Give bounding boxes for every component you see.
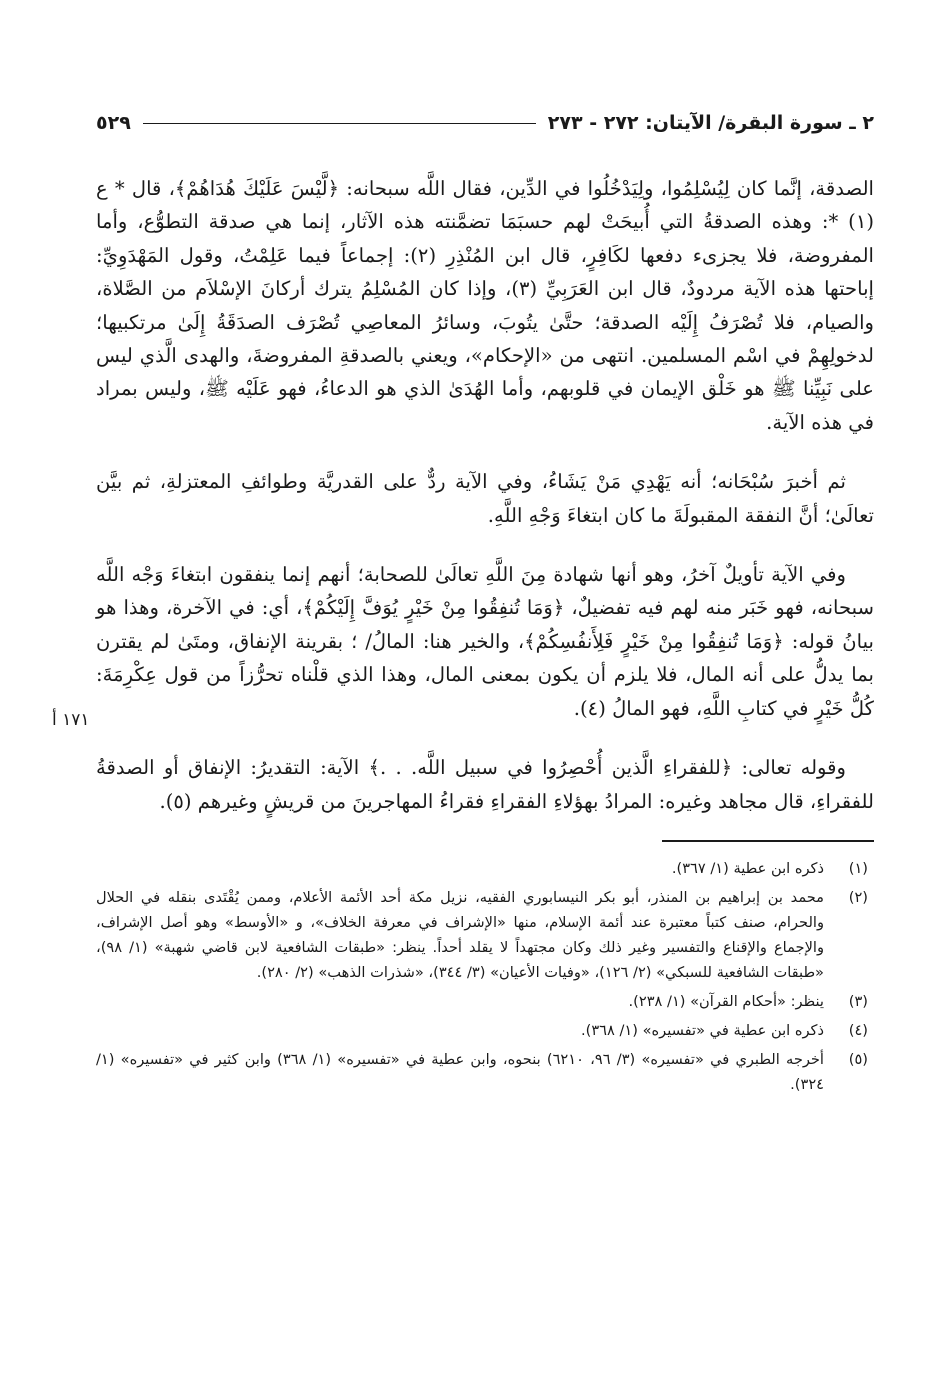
footnote-1 [96,856,874,881]
paragraph-2 [96,465,874,532]
chapter-title: ٢ ـ سورة البقرة/ الآيتان: ٢٧٢ - ٢٧٣ [547,112,874,134]
footnote-number: (٤) [848,1021,868,1039]
main-text [52,172,874,818]
footnote-text: أخرجه الطبري في «تفسيره» (٣/ ٩٦، ٦٢١٠) بنحوه، وابن عطية في «تفسيره» (١/ ٣٦٨) وابن كثير في «تفسيره» (١/ ٣٢٤). [96,1050,824,1093]
footnote-2 [96,885,874,985]
footnote-text: ينظر: «أحكام القرآن» (١/ ٢٣٨). [628,992,824,1010]
paragraph-text: وقوله تعالى: ﴿للفقراءِ الَّذين أُحْصِرُوا في سبيل اللَّه. . .﴾ الآية: التقديرُ: الإنفاق أو الصدقةُ للفقراءِ، قال مجاهد وغيره: المرادُ بهؤلاءِ الفقراءِ فقراءُ المهاجرينَ من قريشٍ وغيرهم (٥). [96,756,874,813]
footnote-number: (٣) [848,992,868,1010]
footnote-5 [96,1047,874,1097]
margin-folio-note: ١٧١ أ [52,710,90,731]
footnote-separator [662,840,874,842]
footnote-number: (٢) [848,888,868,906]
footnote-text: محمد بن إبراهيم بن المنذر، أبو بكر النيسابوري الفقيه، نزيل مكة أحد الأئمة الأعلام، وممن يُقْتَدى بنقله في الحلال والحرام، صنف كتباً معتبرة عند أئمة الإسلام، منها «الإشراف في معرفة الخلاف»، و «الأوسط» وهو أصل الإشراف، والإجماع والإقناع والتفسير وغير ذلك وكان مجتهداً لا يقلد أحداً. ينظر: «طبقات الشافعية لابن قاضي شهبة» (١/ ٩٨)، «طبقات الشافعية للسبكي» (٢/ ١٢٦)، «وفيات الأعيان» (٣/ ٣٤٤)، «شذرات الذهب» (٢/ ٢٨٠). [96,888,824,981]
paragraph-text: الصدقة، إنَّما كان لِيُسْلِمُوا، ولِيَدْخُلُوا في الدِّين، فقال اللَّه سبحانه: ﴿لَّيْسَ عَلَيْكَ هُدَاهُمْ﴾، قال * ع (١) *: وهذه الصدقةُ التي أُبيحَتْ لهم حسبَمَا تضمَّنته هذه الآثار، إنما هي صدقة التطوُّع، وأما المفروضة، فلا يجزىء دفعها لكَافِرٍ، قال ابن المُنْذِرِ (٢): إجماعاً فيما عَلِمْتُ، وقول المَهْدَوِيِّ: إباحتها هذه الآية مردودٌ، قال ابن العَرَبِيِّ (٣)، وإذا كان المُسْلِمُ يترك أركانَ الإسْلاَم من الصَّلاة، والصيام، فلا تُصْرَفُ إِلَيْه الصدقة؛ حتَّىٰ يتُوبَ، وسائرُ المعاصِي تُصْرَف الصدَقَةُ إِلَىٰ مرتكبيها؛ لدخولِهِمْ في اسْم المسلمين. انتهى من «الإحكام»، ويعني بالصدقةِ المفروضةَ، والهدى الَّذي ليس على نَبِيِّنا ﷺ هو خَلْق الإيمان في قلوبهم، وأما الهُدَىٰ الذي هو الدعاءُ، فهو عَلَيْه ﷺ، وليس بمراد في هذه الآية. [96,177,874,434]
footnote-4 [96,1018,874,1043]
book-page [52,108,874,1348]
paragraph-3-wrap [52,558,874,731]
paragraph-text: وفي الآية تأويلٌ آخرُ، وهو أنها شهادة مِنَ اللَّهِ تعالَىٰ للصحابة؛ أنهم إنما ينفقون ابتغاءَ وَجْه اللَّه سبحانه، فهو خَبَر منه لهم فيه تفضيلٌ، ﴿وَمَا تُنفِقُوا مِنْ خَيْرٍ يُوَفَّ إِلَيْكُمْ﴾، أي: في الآخرة، وهذا هو بيانُ قوله: ﴿وَمَا تُنفِقُوا مِنْ خَيْرٍ فَلِأَنفُسِكُمْ﴾، والخير هنا: المالُ/ ؛ بقرينة الإنفاق، ومتَىٰ لم يقترن بما يدلُّ على أنه المال، فلا يلزم أن يكون بمعنى المال، وهذا الذي قلْناه تحرُّزاً من قول عِكْرِمَةَ: كُلُّ خَيْرٍ في كتابِ اللَّهِ، فهو المالُ (٤). [96,563,874,720]
paragraph-4 [96,751,874,818]
paragraph-3 [96,558,874,725]
running-header [96,108,874,138]
footnote-3 [96,989,874,1014]
header-rule [143,123,536,124]
footnotes [96,856,874,1097]
footnote-number: (١) [848,859,868,877]
page-number: ٥٢٩ [96,112,131,134]
paragraph-1 [96,172,874,439]
footnote-text: ذكره ابن عطية في «تفسيره» (١/ ٣٦٨). [581,1021,824,1039]
footnote-text: ذكره ابن عطية (١/ ٣٦٧). [671,859,824,877]
footnote-number: (٥) [848,1050,868,1068]
paragraph-text: ثم أخبرَ سُبْحَانه؛ أنه يَهْدِي مَنْ يَشَاءُ، وفي الآية ردٌّ على القدريَّة وطوائفِ المعتزلةِ، ثم بيَّن تعالَىٰ؛ أنَّ النفقة المقبولَةَ ما كان ابتغاءَ وَجْهِ اللَّهِ. [96,470,874,527]
